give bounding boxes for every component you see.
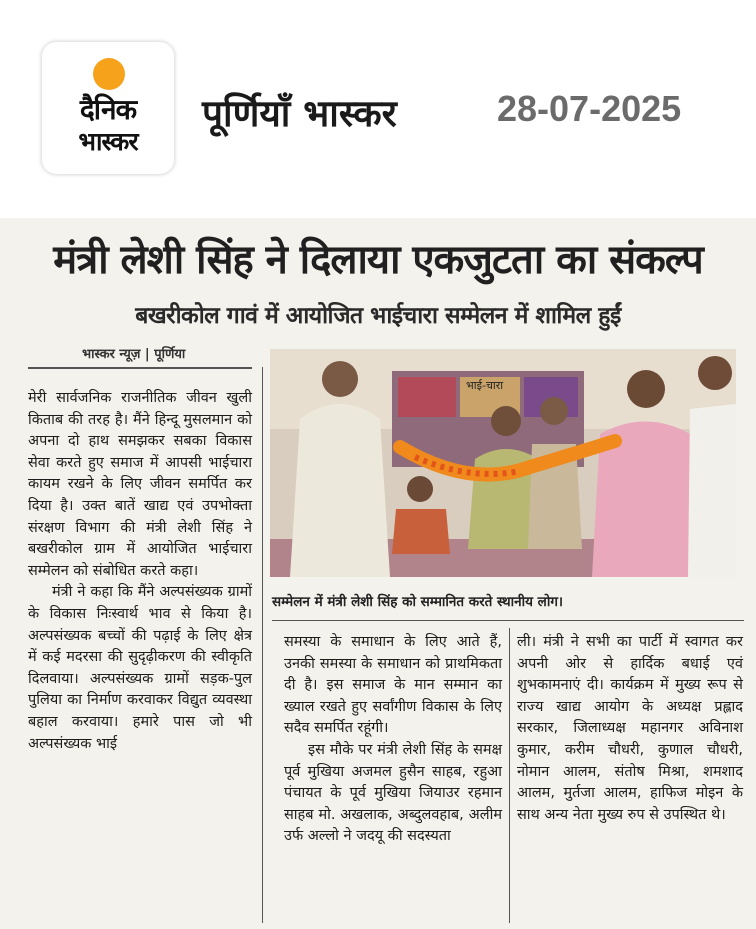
edition-title: पूर्णियाँ भास्कर: [202, 92, 397, 135]
person: [392, 509, 450, 554]
column-divider: [262, 367, 263, 923]
article-column-left: [28, 388, 252, 755]
event-photo: [270, 349, 736, 577]
logo-text-top: दैनिक: [79, 93, 137, 126]
paragraph: ली। मंत्री ने सभी का पार्टी में स्वागत कर अपनी ओर से हार्दिक बधाई एवं शुभकामनाएं दी। कार्यक्रम में मुख्य रूप से राज्य खाद्य आयोग के अध्यक्ष प्रह्लाद सरकार, जिलाध्यक्ष महानगर अविनाश कुमार, करीम चौधरी, कुणाल चौधरी, नोमान आलम, संतोष मिश्रा, शमशाद आलम, मुर्तजा आलम, हाफिज मोइन के साथ अन्य नेता मुख्य रुप से उपस्थित थे।: [517, 634, 743, 823]
headline: मंत्री लेशी सिंह ने दिलाया एकजुटता का संकल्प: [53, 237, 703, 283]
caption-rule: [272, 620, 744, 621]
logo-text-bottom: भास्कर: [78, 127, 138, 156]
paragraph: मंत्री ने कहा कि मैंने अल्पसंख्यक ग्रामों के विकास निःस्वार्थ भाव से किया है। अल्पसंख्यक बच्चों की पढ़ाई के लिए क्षेत्र में कई मदरसा की सुदृढ़ीकरण की स्वीकृति दिलवाया। अल्पसंख्यक ग्रामों सड़क-पुल पुलिया का निर्माण करवाकर विद्युत व्यवस्था बहाल करवाया। हमारे पास जो भी अल्पसंख्यक भाई: [28, 584, 252, 752]
paragraph: समस्या के समाधान के लिए आते हैं, उनकी समस्या के समाधान को प्राथमिकता दी है। इस समाज के मान सम्मान का ख्याल रखते हुए सर्वांगीण विकास के लिए सदैव समर्पित रहूंगी।: [284, 634, 502, 737]
byline: भास्कर न्यूज़ | पूर्णिया: [82, 347, 186, 362]
person: [290, 404, 390, 577]
article-column-right: [517, 632, 743, 826]
dainik-bhaskar-logo: [42, 42, 174, 174]
subheadline: बखरीकोल गावं में आयोजित भाईचारा सम्मेलन में शामिल हुईं: [135, 303, 621, 329]
byline-rule: [28, 367, 252, 369]
column-divider: [509, 628, 510, 923]
person: [688, 404, 736, 577]
article-column-middle: [284, 632, 502, 848]
sun-icon: [93, 58, 125, 90]
photo-caption: सम्मेलन में मंत्री लेशी सिंह को सम्मानित करते स्थानीय लोग।: [272, 594, 564, 610]
banner-text: भाई-चारा: [466, 379, 504, 392]
paragraph: मेरी सार्वजनिक राजनीतिक जीवन खुली किताब की तरह है। मैंने हिन्दू मुसलमान को अपना दो हाथ समझकर सबका विकास सेवा करते हुए समाज में आपसी भाईचारा कायम रखने के लिए जीवन समर्पित कर दिया है। उक्त बातें खाद्य एवं उपभोक्ता संरक्षण विभाग की मंत्री लेशी सिंह ने बखरीकोल ग्राम में आयोजित भाईचारा सम्मेलन को संबोधित करते कहा।: [28, 390, 252, 579]
publication-date: 28-07-2025: [497, 88, 682, 129]
paragraph: इस मौके पर मंत्री लेशी सिंह के समक्ष पूर्व मुखिया अजमल हुसैन साहब, रहुआ पंचायत के पूर्व मुखिया जियाउर रहमान साहब मो. अखलाक, अब्दुलवहाब, अलीम उर्फ अल्लो ने जदयू की सदस्यता: [284, 741, 502, 845]
